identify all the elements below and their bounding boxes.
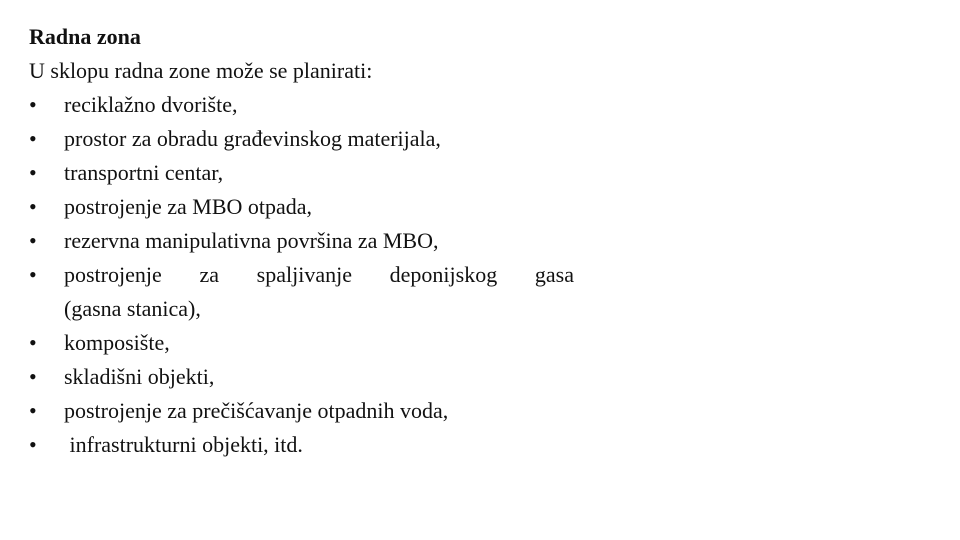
list-item-text: komposište, [64, 330, 170, 355]
list-item-text: reciklažno dvorište, [64, 92, 238, 117]
bullet-icon: • [29, 330, 37, 355]
list-item-text: rezervna manipulativna površina za MBO, [64, 228, 439, 253]
list-item-text: infrastrukturni objekti, itd. [64, 432, 303, 457]
list-item-text: transportni centar, [64, 160, 224, 185]
list-item [29, 258, 589, 326]
list-item-text: postrojenje za prečišćavanje otpadnih voda, [64, 398, 449, 423]
list-item [29, 156, 589, 190]
bullet-icon: • [29, 432, 37, 457]
list-item-text: skladišni objekti, [64, 364, 215, 389]
slide-title: Radna zona [29, 24, 141, 49]
list-item [29, 190, 589, 224]
bullet-list [29, 88, 589, 462]
list-item [29, 122, 589, 156]
slide-content [29, 20, 589, 462]
bullet-icon: • [29, 126, 37, 151]
bullet-icon: • [29, 160, 37, 185]
bullet-icon: • [29, 228, 37, 253]
list-item-text: prostor za obradu građevinskog materijala, [64, 126, 441, 151]
bullet-icon: • [29, 364, 37, 389]
list-item-text-line2: (gasna stanica), [64, 296, 201, 321]
list-item-text-line1: postrojenje za spaljivanje deponijskog gasa [64, 262, 574, 287]
bullet-icon: • [29, 262, 37, 287]
list-item [29, 428, 589, 462]
list-item [29, 224, 589, 258]
list-item [29, 326, 589, 360]
bullet-icon: • [29, 398, 37, 423]
list-item [29, 360, 589, 394]
list-item [29, 88, 589, 122]
bullet-icon: • [29, 92, 37, 117]
bullet-icon: • [29, 194, 37, 219]
list-item [29, 394, 589, 428]
intro-text: U sklopu radna zone može se planirati: [29, 58, 373, 83]
list-item-text: postrojenje za MBO otpada, [64, 194, 313, 219]
